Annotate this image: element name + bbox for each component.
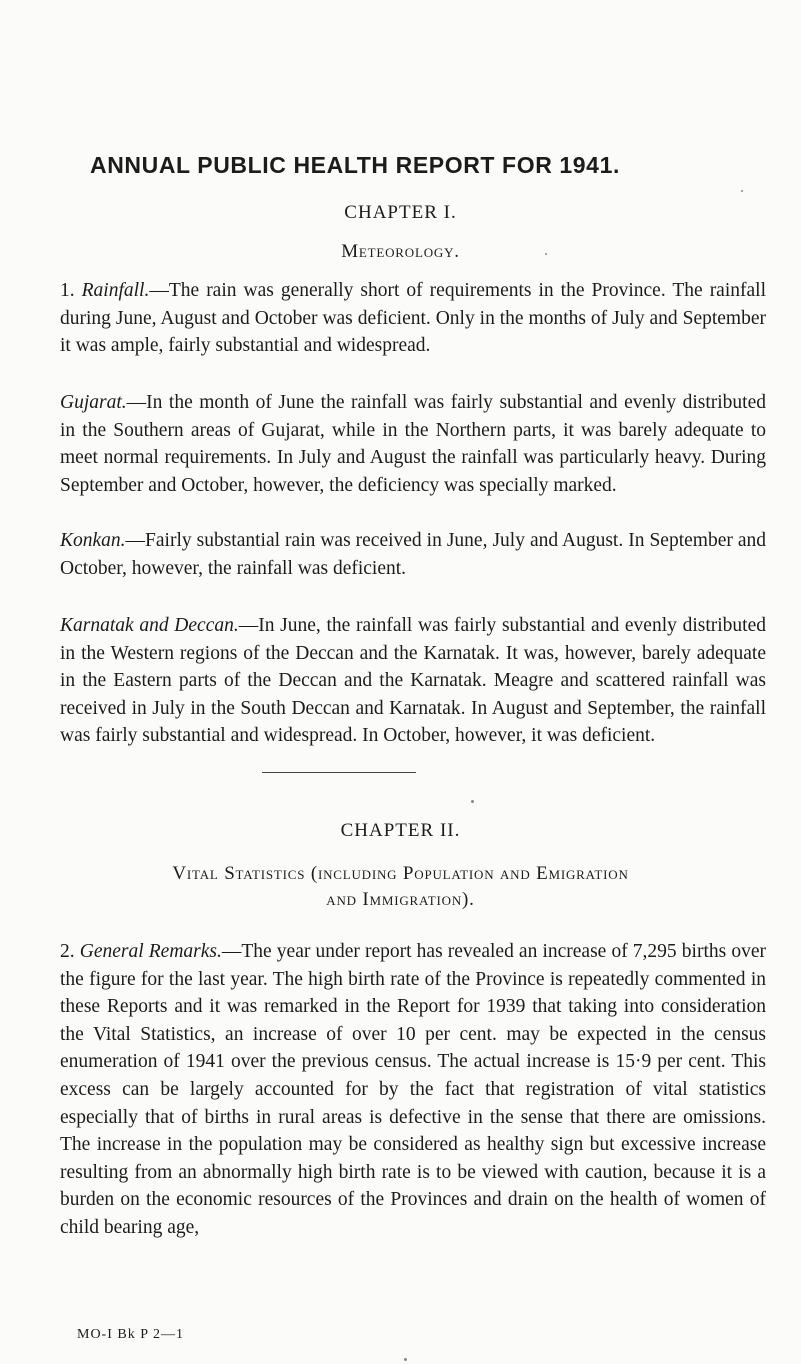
section-meteorology: Meteorology. xyxy=(341,241,460,262)
paper-speck xyxy=(404,1358,407,1361)
paper-speck xyxy=(741,190,743,192)
paragraph-number: 1. xyxy=(60,280,82,301)
paragraph-term: General Remarks. xyxy=(79,941,222,962)
paper-speck xyxy=(471,800,474,803)
section-vital-statistics-line1: Vital Statistics (including Population and Emigration xyxy=(172,863,629,884)
chapter-1-heading: CHAPTER I. xyxy=(344,202,457,223)
paragraph-text: —The year under report has revealed an increase of 7,295 births over the figure for the last year. The high birth rate of the Province is repeatedly commented in these Reports and it was remarked in the Report for 1939 that taking into consideration the Vital Statistics, an increase of over 10 per cent. may be expected in the census enumeration of 1941 over the previous census. The actual increase is 15·9 per cent. This excess can be largely accounted for by the fact that registration of vital statistics especially that of births in rural areas is defective in the sense that there are omissions. The increase in the population may be considered as healthy sign but excessive increase resulting from an abnormally high birth rate is to be viewed with caution, because it is a burden on the economic resources of the Provinces and drain on the health of women of child bearing age, xyxy=(60,941,766,1238)
paragraph-text: —Fairly substantial rain was received in June, July and August. In September and October, however, the rainfall was deficient. xyxy=(60,530,766,579)
paragraph-term: Gujarat. xyxy=(60,392,127,413)
paragraph-rainfall xyxy=(60,277,766,360)
paragraph-term: Karnatak and Deccan. xyxy=(60,615,239,636)
paragraph-text: —The rain was generally short of requirements in the Province. The rainfall during June, August and October was deficient. Only in the months of July and September it was ample, fairly substantial and widespread. xyxy=(60,280,766,357)
paragraph-konkan xyxy=(60,527,766,582)
chapter-2-heading: CHAPTER II. xyxy=(340,820,461,841)
section-vital-statistics-line2: and Immigration). xyxy=(326,889,475,910)
paragraph-term: Rainfall. xyxy=(81,280,150,301)
paragraph-karnatak-deccan xyxy=(60,612,766,750)
paragraph-number: 2. xyxy=(60,941,80,962)
paragraph-term: Konkan. xyxy=(60,530,126,551)
paragraph-general-remarks xyxy=(60,938,766,1242)
paragraph-text: —In the month of June the rainfall was fairly substantial and evenly distributed in the Southern areas of Gujarat, while in the Northern parts, it was barely adequate to meet normal requirements. In July and August the rainfall was particularly heavy. During September and October, however, the deficiency was specially marked. xyxy=(60,392,766,496)
section-divider xyxy=(262,772,416,773)
paragraph-text: —In June, the rainfall was fairly substantial and evenly distributed in the Western regions of the Deccan and the Karnatak. It was, however, barely adequate in the Eastern parts of the Deccan and the Karnatak. Meagre and scattered rainfall was received in July in the South Deccan and Karnatak. In August and September, the rainfall was fairly substantial and widespread. In October, however, it was deficient. xyxy=(60,615,766,747)
paper-speck xyxy=(545,253,547,255)
paragraph-gujarat xyxy=(60,389,766,499)
print-code: MO-I Bk P 2—1 xyxy=(77,1327,184,1342)
report-title: ANNUAL PUBLIC HEALTH REPORT FOR 1941. xyxy=(90,152,620,178)
